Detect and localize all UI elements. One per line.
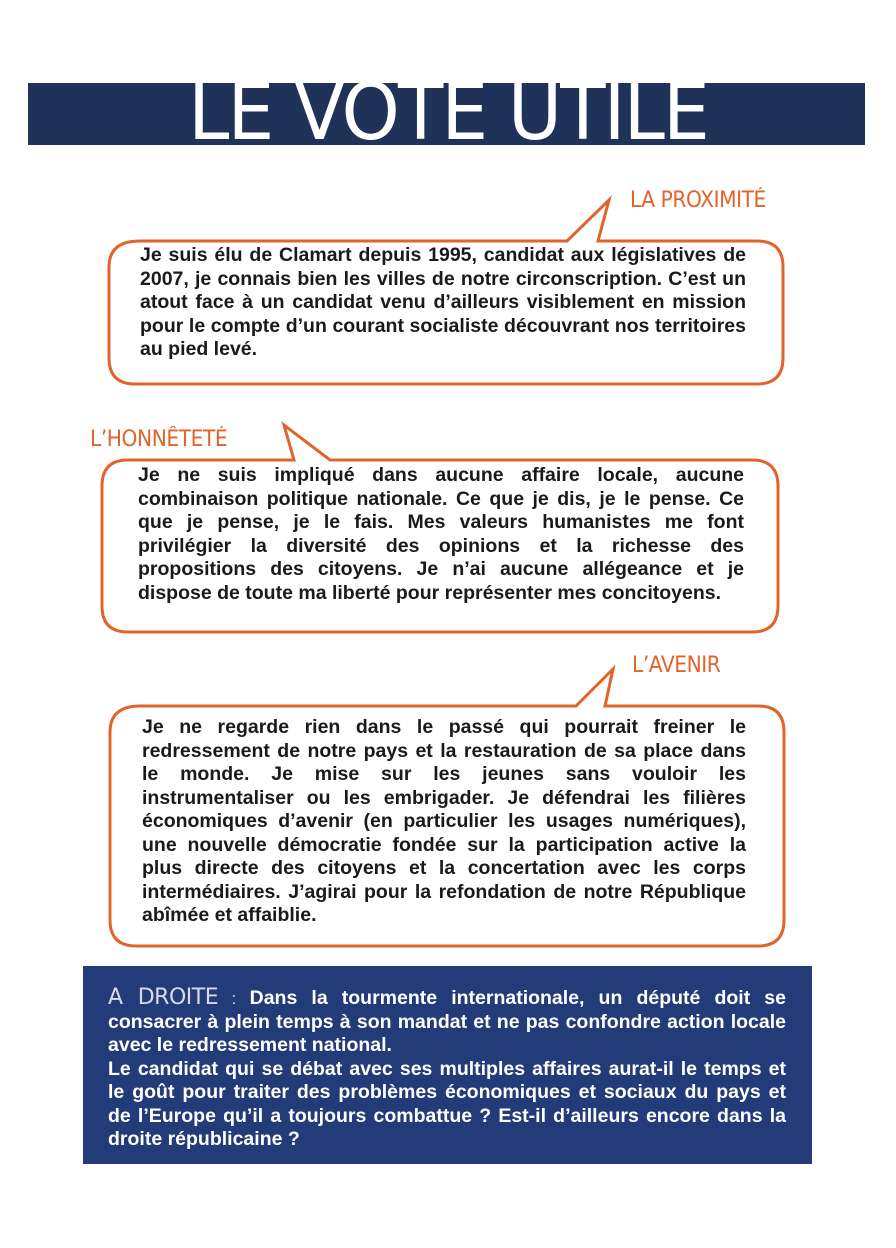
page-title: LE VOTE UTILE — [188, 68, 708, 158]
droite-text-block — [108, 986, 786, 1152]
droite-separator: : — [218, 989, 250, 1008]
droite-paragraph-2: Le candidat qui se débat avec ses multiples affaires aurat-il le temps et le goût pour traiter des problèmes économiques et sociaux du pays et de l’Europe qu’il a toujours combattue ? Est-il d’ailleurs encore dans la droite républicaine ? — [108, 1057, 786, 1150]
section-label-proximite: LA PROXIMITÉ — [630, 188, 766, 213]
section-text-avenir: Je ne regarde rien dans le passé qui pourrait freiner le redressement de notre pays et la restauration de sa place dans le monde. Je mise sur les jeunes sans vouloir les instrumentaliser ou les embrigader. Je défendrai les filières économiques d’avenir (en particulier les usages numériques), une nouvelle démocratie fondée sur la participation active la plus directe des citoyens et la concertation avec les corps intermédiaires. J’agirai pour la refondation de notre République abîmée et affaiblie. — [142, 716, 746, 926]
droite-paragraph-1: Dans la tourmente internationale, un député doit se consacrer à plein temps à son mandat et ne pas confondre action locale avec le redressement national. — [108, 987, 786, 1056]
section-label-honnetete: L’HONNÊTETÉ — [90, 427, 228, 452]
droite-label: A DROITE — [108, 985, 219, 1010]
section-text-honnetete: Je ne suis impliqué dans aucune affaire locale, aucune combinaison politique nationale. Ce que je dis, je le pense. Ce que je pense, je le fais. Mes valeurs humanistes me font privilégier la diversité des opinions et la richesse des propositions des citoyens. Je n’ai aucune allégeance et je dispose de toute ma liberté pour représenter mes concitoyens. — [138, 464, 744, 604]
section-label-avenir: L’AVENIR — [632, 653, 721, 678]
section-text-proximite: Je suis élu de Clamart depuis 1995, candidat aux législatives de 2007, je connais bien les villes de notre circonscription. C’est un atout face à un candidat venu d’ailleurs visiblement en mission pour le compte d’un courant socialiste découvrant nos territoires au pied levé. — [140, 244, 746, 360]
